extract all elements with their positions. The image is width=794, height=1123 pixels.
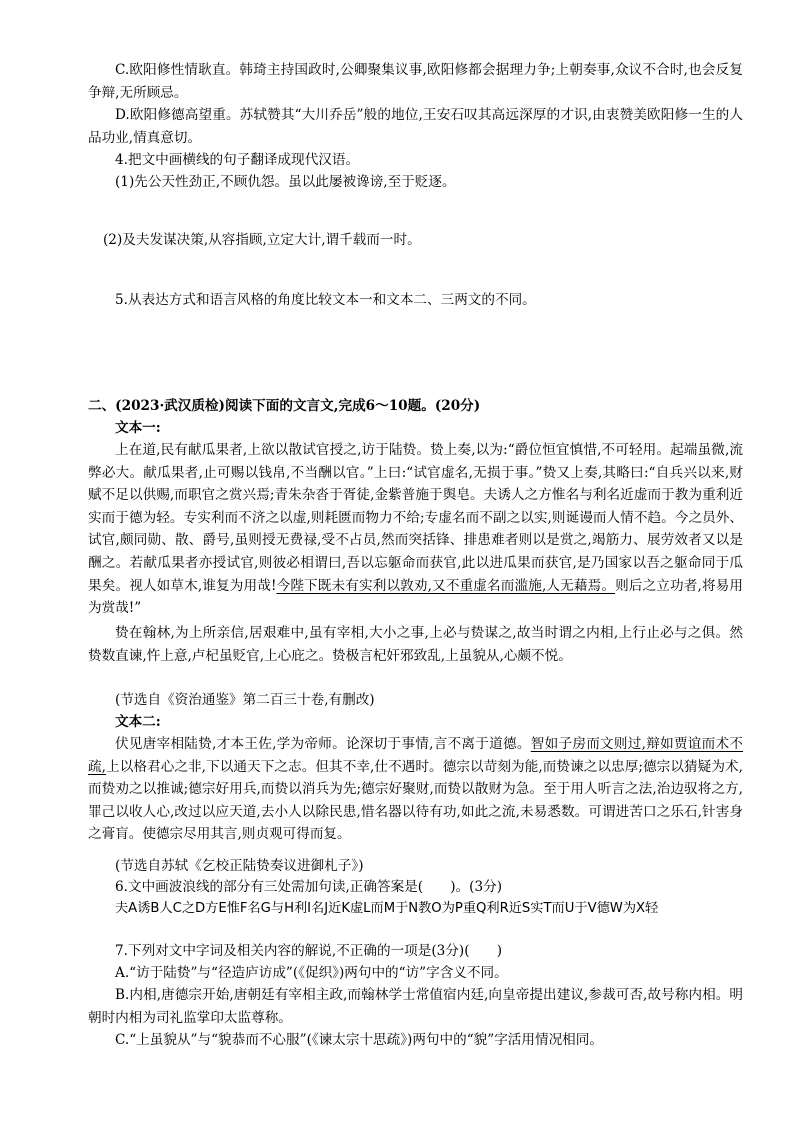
text1-label: 文本一: <box>115 420 161 436</box>
text1-underlined-sentence: 今陛下既未有实利以敦劝,又不重虚名而滥施,人无藉焉。 <box>276 577 616 594</box>
text2-source: (节选自苏轼《乞校正陆贽奏议进御札子》) <box>115 858 364 874</box>
text2-underlined-sentence: 智如子房而文则过,辩如贾谊而术不疏, <box>88 736 743 775</box>
section2-heading: 二、(2023·武汉质检)阅读下面的文言文,完成6～10题。(20分) <box>88 398 481 414</box>
q7-option-b: B.内相,唐德宗开始,唐朝廷有宰相主政,而翰林学士常值宿内廷,向皇帝提出建议,参裁可否,故号称内相。明朝时内相为司礼监掌印太监尊称。 <box>88 987 743 1026</box>
q3-option-c: C.欧阳修性情耿直。韩琦主持国政时,公卿聚集议事,欧阳修都会据理力争;上朝奏事,众议不合时,也会反复争辩,无所顾忌。 <box>88 62 743 101</box>
q4-sentence-2: (2)及夫发谋决策,从容指顾,立定大计,谓千载而一时。 <box>103 232 421 248</box>
q3-option-d: D.欧阳修德高望重。苏轼赞其“大川乔岳”般的地位,王安石叹其高远深厚的才识,由衷赞美欧阳修一生的人品功业,情真意切。 <box>88 107 743 146</box>
text2-body-start: 伏见唐宰相陆贽,才本王佐,学为帝师。论深切于事情,言不离于道德。 <box>115 736 531 752</box>
q7-option-c: C.“上虽貌从”与“貌恭而不心服”(《谏太宗十思疏》)两句中的“貌”字活用情况相同。 <box>115 1032 603 1048</box>
text2-label: 文本二: <box>115 714 161 730</box>
text1-p1-ending: 则后之立功者,将易用为赏哉!” <box>88 577 744 617</box>
q4-stem: 4.把文中画横线的句子翻译成现代汉语。 <box>115 152 360 168</box>
q4-sentence-1: (1)先公天性劲正,不顾仇怨。虽以此屡被谗谤,至于贬逐。 <box>115 174 456 190</box>
text1-source: (节选自《资治通鉴》第二百三十卷,有删改) <box>115 692 375 708</box>
q7-option-a: A.“访于陆贽”与“径造庐访成”(《促织》)两句中的“访”字含义不同。 <box>115 965 508 981</box>
text1-paragraph-1 <box>88 439 743 620</box>
q7-stem: 7.下列对文中字词及相关内容的解说,不正确的一项是(3分)( ) <box>115 943 502 959</box>
text1-paragraph-2: 贽在翰林,为上所亲信,居艰难中,虽有宰相,大小之事,上必与贽谋之,故当时谓之内相,上行止必与之俱。然贽数直谏,忤上意,卢杞虽贬官,上心庇之。贽极言杞奸邪致乱,上虽貌从,心颇不悦。 <box>88 625 743 664</box>
q6-wavy-line: 夫A诱B人C之D方E惟F名G与H利I名J近K虚L而M于N教O为P重Q利R近S实T而U于V德W为X轻 <box>115 901 659 916</box>
text2-body-end: 上以格君心之非,下以通天下之志。但其不幸,仕不遇时。德宗以苛刻为能,而贽谏之以忠厚;德宗以猜疑为术,而贽劝之以推诚;德宗好用兵,而贽以消兵为先;德宗好聚财,而贽以散财为急。至于用人听言之法,治边驭将之方,罪己以收人心,改过以应天道,去小人以除民患,惜名器以待有功,如此之流,未易悉数。可谓进苦口之乐石,针害身之膏肓。使德宗尽用其言,则贞观可得而复。 <box>88 758 743 843</box>
q6-stem: 6.文中画波浪线的部分有三处需加句读,正确答案是( )。(3分) <box>115 879 502 895</box>
q5-stem: 5.从表达方式和语言风格的角度比较文本一和文本二、三两文的不同。 <box>115 292 536 308</box>
text2-paragraph <box>88 733 743 846</box>
text1-p1-body: 上在道,民有献瓜果者,上欲以散试官授之,访于陆贽。贽上奏,以为:“爵位恒宜慎惜,不可轻用。起端虽微,流弊必大。献瓜果者,止可赐以钱帛,不当酬以官。”上曰:“试官虚名,无损于事。”贽又上奏,其略曰:“自兵兴以来,财赋不足以供赐,而职官之赏兴焉;青朱杂沓于胥徒,金紫普施于舆皂。夫诱人之方惟名与利名近虚而于教为重利近实而于德为轻。专实利而不济之以虚,则耗匮而物力不给;专虚名而不副之以实,则诞谩而人情不趋。今之员外、试官,颇同勋、散、爵号,虽则授无费禄,受不占员,然而突括锋、排患难者则以是赏之,竭筋力、展劳效者又以是酬之。若献瓜果者亦授试官,则彼必相谓曰,吾以忘躯命而获官,此以进瓜果而获官,是乃国家以吾之躯命同于瓜果矣。视人如草木,谁复为用哉! <box>88 442 743 594</box>
